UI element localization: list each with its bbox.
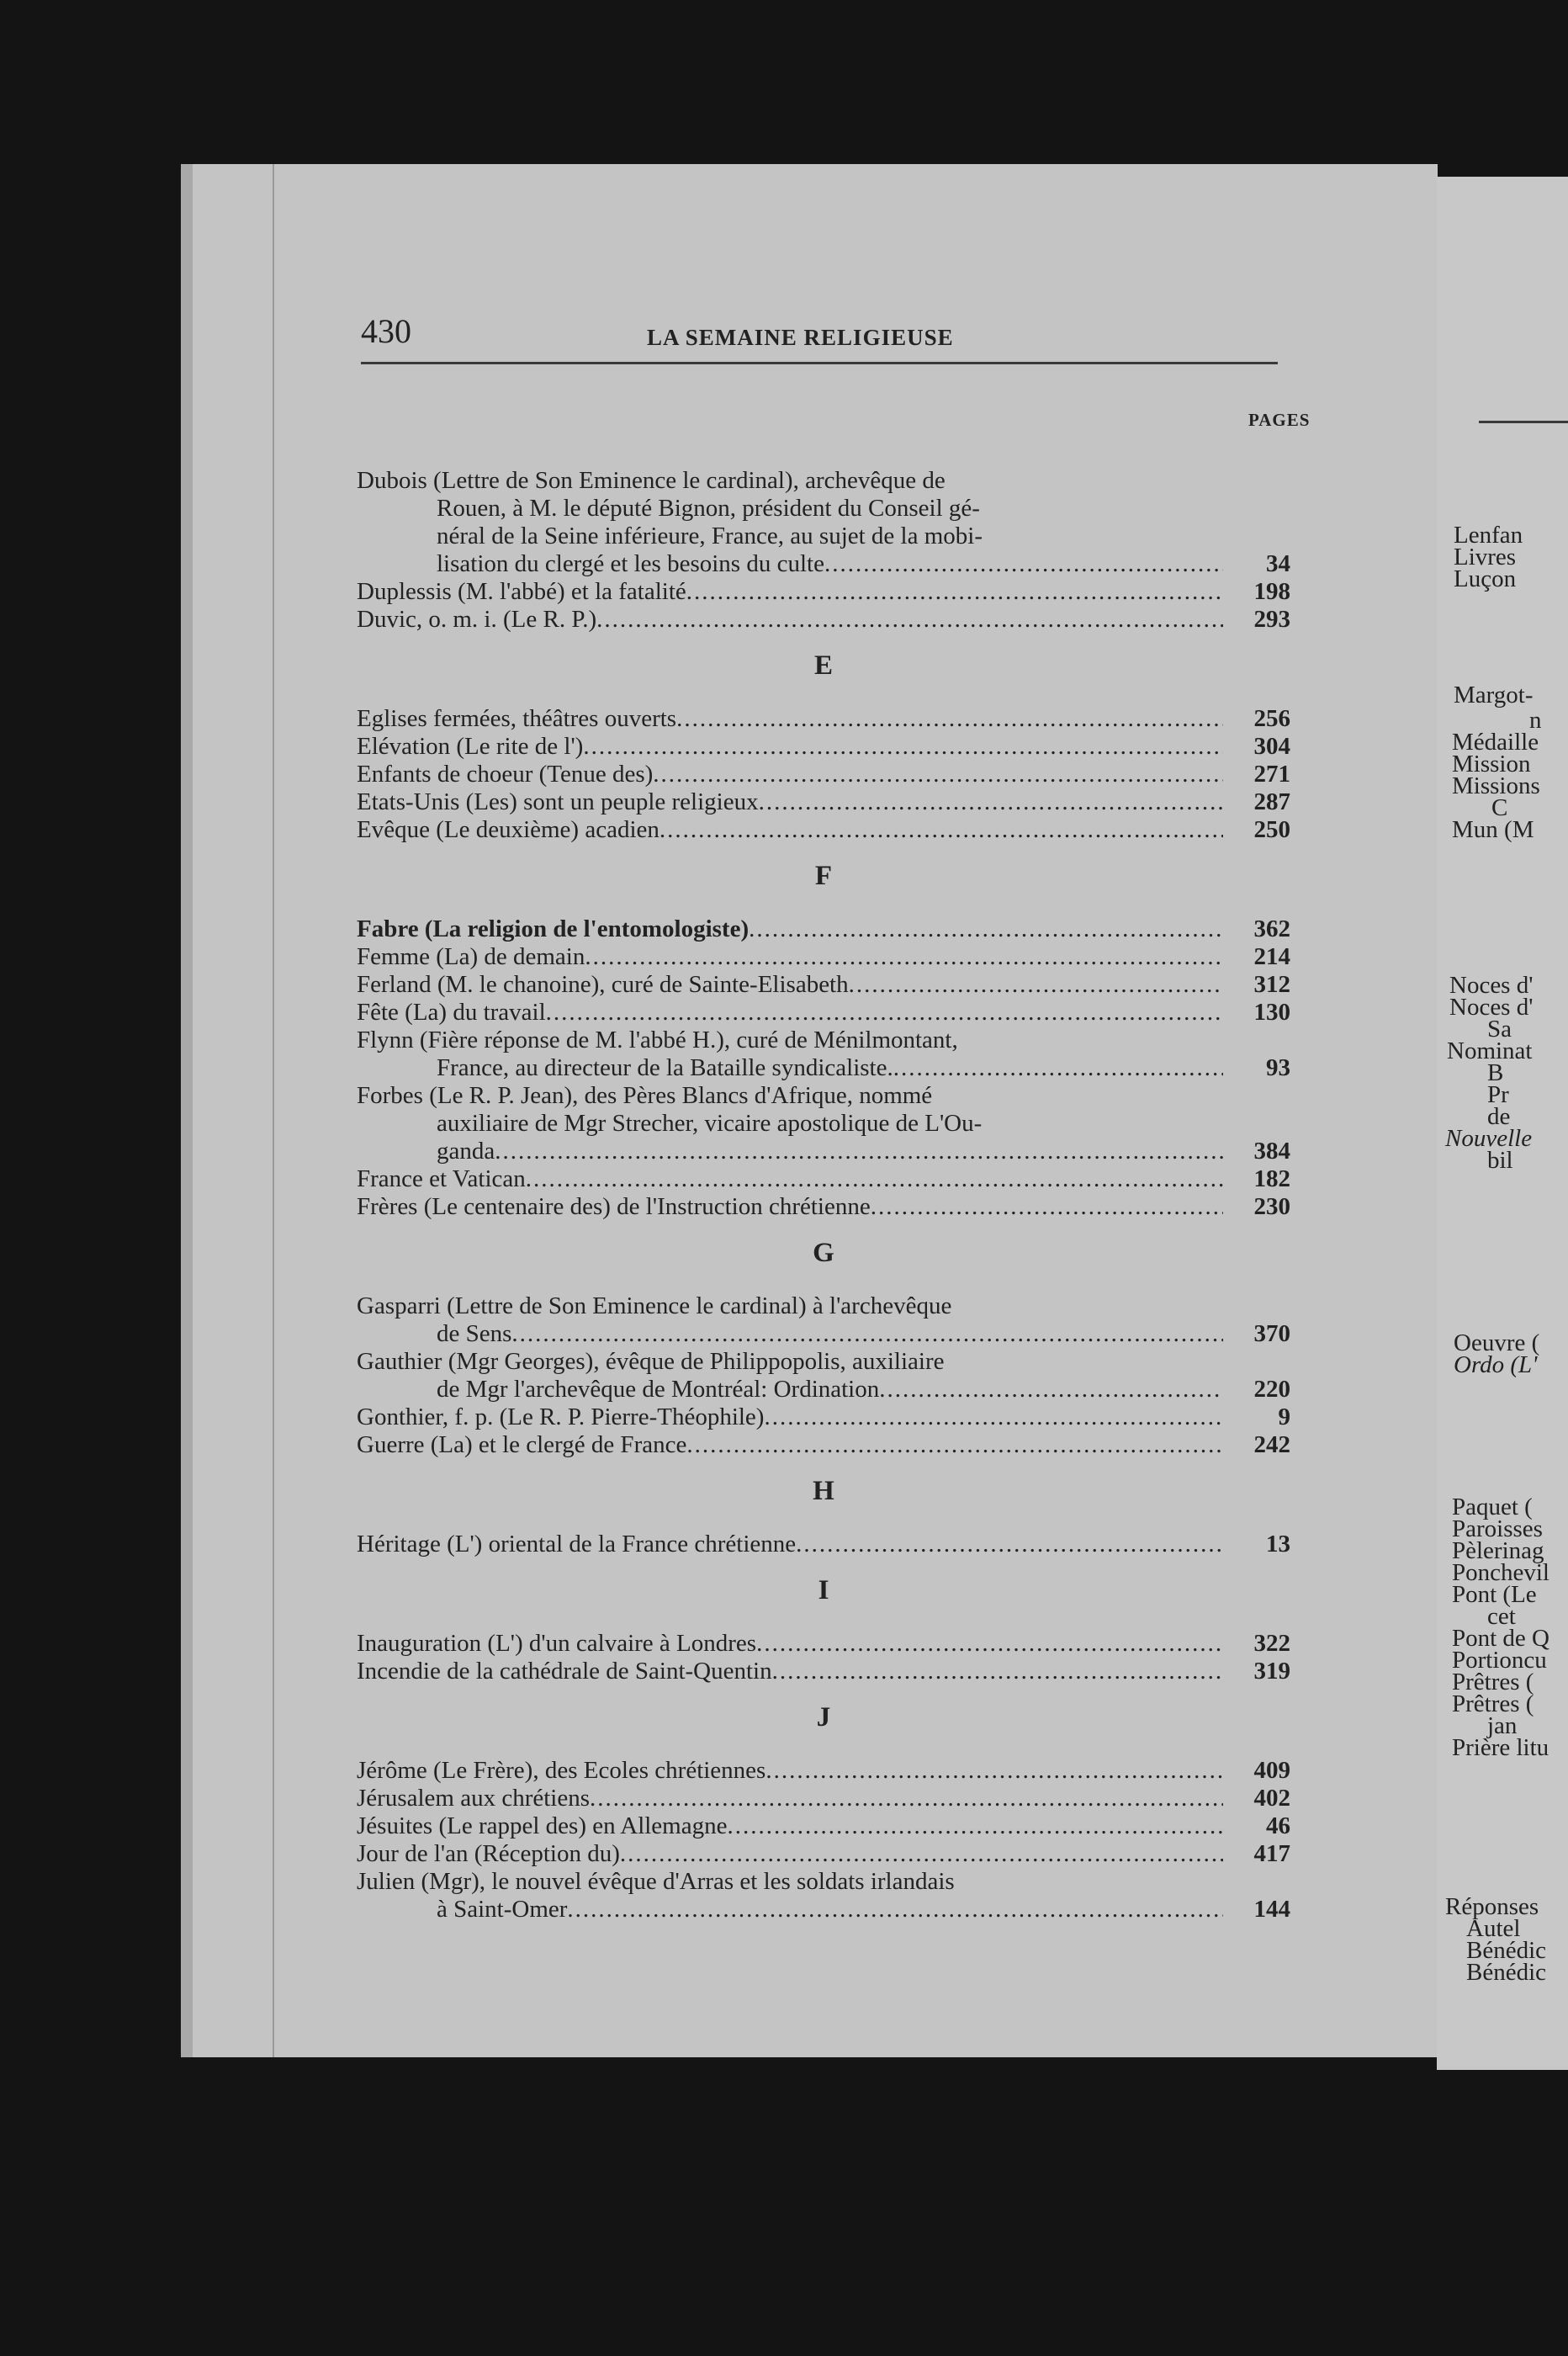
entry-page-number: 402 xyxy=(1253,1785,1290,1812)
right-page-text: Pr xyxy=(1487,1081,1509,1108)
entry-text: à Saint-Omer xyxy=(437,1896,568,1923)
right-page-header-rule xyxy=(1479,421,1568,423)
dot-leader xyxy=(590,1785,1223,1812)
dot-leader xyxy=(893,1054,1223,1082)
right-page-text: Portioncu xyxy=(1452,1647,1547,1674)
index-entry xyxy=(357,1193,1290,1221)
index-entry xyxy=(357,943,1290,971)
entry-page-number: 409 xyxy=(1253,1757,1290,1784)
entry-text: Rouen, à M. le député Bignon, président du Conseil gé- xyxy=(437,495,980,522)
entry-page-number: 417 xyxy=(1253,1840,1290,1867)
entry-page-number: 9 xyxy=(1278,1404,1290,1430)
dot-leader xyxy=(526,1165,1223,1193)
dot-leader xyxy=(764,1404,1223,1431)
entry-text: France et Vatican xyxy=(357,1165,526,1192)
entry-text: Frères (Le centenaire des) de l'Instruction chrétienne xyxy=(357,1193,871,1220)
index-entry xyxy=(357,467,1290,578)
entry-text: Ferland (M. le chanoine), curé de Sainte-Elisabeth xyxy=(357,971,849,998)
right-page-text: Livres xyxy=(1454,544,1517,570)
section-letter: G xyxy=(813,1238,834,1268)
index-entry xyxy=(357,971,1290,999)
running-title: LA SEMAINE RELIGIEUSE xyxy=(647,325,954,350)
right-page-text: Mission xyxy=(1452,751,1531,777)
index-entry xyxy=(357,1431,1290,1459)
index-entry xyxy=(357,606,1290,634)
entry-page-number: 370 xyxy=(1253,1320,1290,1347)
right-page-text: Paquet ( xyxy=(1452,1494,1533,1520)
entry-page-number: 322 xyxy=(1253,1630,1290,1657)
dot-leader xyxy=(495,1138,1223,1165)
entry-page-number: 144 xyxy=(1253,1896,1290,1923)
entry-text: Incendie de la cathédrale de Saint-Quentin xyxy=(357,1658,772,1685)
right-page-text: Luçon xyxy=(1454,565,1517,592)
index-body xyxy=(357,467,1290,1924)
entry-text: Eglises fermées, théâtres ouverts xyxy=(357,705,677,732)
pages-column-label: PAGES xyxy=(1248,410,1311,430)
index-entry xyxy=(357,1658,1290,1685)
right-page-text: Bénédic xyxy=(1466,1959,1547,1986)
section-letter: F xyxy=(814,861,833,891)
right-page-text: Réponses xyxy=(1445,1893,1539,1920)
entry-text: Fabre (La religion de l'entomologiste) xyxy=(357,915,750,942)
dot-leader xyxy=(686,1431,1223,1459)
entry-page-number: 198 xyxy=(1253,578,1290,605)
entry-page-number: 312 xyxy=(1253,971,1290,998)
index-entry xyxy=(357,1027,1290,1082)
index-entry xyxy=(357,1630,1290,1658)
entry-page-number: 271 xyxy=(1253,761,1290,788)
entry-page-number: 256 xyxy=(1253,705,1290,732)
index-entry xyxy=(357,578,1290,606)
entry-text: Duplessis (M. l'abbé) et la fatalité xyxy=(357,578,686,605)
entry-page-number: 230 xyxy=(1253,1193,1290,1220)
right-page-text: Ponchevil xyxy=(1452,1559,1549,1586)
dot-leader xyxy=(727,1812,1223,1840)
entry-text: de Mgr l'archevêque de Montréal: Ordination xyxy=(437,1376,880,1403)
left-page xyxy=(181,164,1438,2057)
entry-text: lisation du clergé et les besoins du culte xyxy=(437,550,824,577)
dot-leader xyxy=(596,606,1223,634)
index-entry xyxy=(357,1082,1290,1165)
index-entry xyxy=(357,1868,1290,1924)
section-letter: I xyxy=(818,1575,829,1605)
index-entry xyxy=(357,1757,1290,1785)
entry-page-number: 287 xyxy=(1253,788,1290,815)
right-page-text: bil xyxy=(1487,1147,1513,1174)
right-page-text: Pont (Le xyxy=(1452,1581,1537,1608)
dot-leader xyxy=(585,943,1223,971)
entry-text: Etats-Unis (Les) sont un peuple religieux xyxy=(357,788,759,815)
entry-text: Duvic, o. m. i. (Le R. P.) xyxy=(357,606,597,633)
page-number: 430 xyxy=(361,312,411,350)
entry-text: Gonthier, f. p. (Le R. P. Pierre-Théophile) xyxy=(357,1404,765,1430)
index-section xyxy=(357,1577,1290,1685)
section-letter: J xyxy=(816,1702,831,1733)
dot-leader xyxy=(849,971,1223,999)
section-letter: H xyxy=(813,1476,834,1506)
entry-page-number: 46 xyxy=(1266,1812,1290,1839)
dot-leader xyxy=(749,915,1223,943)
entry-text: ganda xyxy=(437,1138,495,1165)
right-page-text: Prêtres ( xyxy=(1452,1690,1534,1717)
dot-leader xyxy=(756,1630,1223,1658)
entry-text: Flynn (Fière réponse de M. l'abbé H.), curé de Ménilmontant, xyxy=(357,1027,958,1053)
entry-page-number: 362 xyxy=(1253,915,1290,942)
right-page-text: Nominat xyxy=(1447,1037,1533,1064)
entry-text: Julien (Mgr), le nouvel évêque d'Arras et les soldats irlandais xyxy=(357,1868,955,1895)
entry-page-number: 384 xyxy=(1253,1138,1290,1165)
section-letter: E xyxy=(813,650,833,681)
index-section xyxy=(357,1239,1290,1459)
entry-page-number: 250 xyxy=(1253,816,1290,843)
entry-text: Elévation (Le rite de l') xyxy=(357,733,584,760)
right-page-text: B xyxy=(1487,1059,1504,1086)
index-section xyxy=(357,862,1290,1221)
dot-leader xyxy=(772,1658,1223,1685)
entry-page-number: 93 xyxy=(1266,1054,1290,1081)
dot-leader xyxy=(765,1757,1223,1785)
entry-text: Jérusalem aux chrétiens xyxy=(357,1785,591,1812)
entry-text: Guerre (La) et le clergé de France xyxy=(357,1431,687,1458)
dot-leader xyxy=(620,1840,1223,1868)
entry-page-number: 293 xyxy=(1253,606,1290,633)
right-page-text: Prière litu xyxy=(1452,1734,1549,1761)
index-entry xyxy=(357,788,1290,816)
entry-text: néral de la Seine inférieure, France, au sujet de la mobi- xyxy=(437,523,983,549)
entry-text: Gauthier (Mgr Georges), évêque de Philippopolis, auxiliaire xyxy=(357,1348,945,1375)
index-entry xyxy=(357,1292,1290,1348)
entry-text: Enfants de choeur (Tenue des) xyxy=(357,761,654,788)
dot-leader xyxy=(583,733,1223,761)
right-page-text: n xyxy=(1529,707,1542,734)
index-entry xyxy=(357,1404,1290,1431)
right-page-text: Prêtres ( xyxy=(1452,1669,1534,1695)
entry-page-number: 13 xyxy=(1266,1531,1290,1557)
entry-page-number: 319 xyxy=(1253,1658,1290,1685)
right-page-text: Bénédic xyxy=(1466,1937,1547,1964)
index-entry xyxy=(357,915,1290,943)
entry-text: France, au directeur de la Bataille syndicaliste. xyxy=(437,1054,893,1081)
entry-page-number: 182 xyxy=(1253,1165,1290,1192)
right-page-text: Margot- xyxy=(1454,682,1534,708)
entry-text: Fête (La) du travail xyxy=(357,999,546,1026)
dot-leader xyxy=(546,999,1223,1027)
entry-page-number: 34 xyxy=(1266,550,1290,577)
right-page-text: jan xyxy=(1487,1712,1518,1739)
entry-text: Inauguration (L') d'un calvaire à Londres xyxy=(357,1630,757,1657)
right-page-text: Noces d' xyxy=(1449,994,1534,1021)
right-page-text: Nouvelle xyxy=(1445,1125,1533,1152)
entry-text: de Sens xyxy=(437,1320,512,1347)
index-section xyxy=(357,1478,1290,1558)
right-page-text: C xyxy=(1491,794,1508,821)
entry-text: Jour de l'an (Réception du) xyxy=(357,1840,620,1867)
entry-text: Jésuites (Le rappel des) en Allemagne xyxy=(357,1812,728,1839)
index-entry xyxy=(357,816,1290,844)
right-page-text: Autel xyxy=(1466,1915,1521,1942)
entry-page-number: 242 xyxy=(1253,1431,1290,1458)
dot-leader xyxy=(660,816,1223,844)
right-page-text: Ordo (L' xyxy=(1454,1351,1538,1378)
right-page-text: Noces d' xyxy=(1449,972,1534,999)
entry-text: Gasparri (Lettre de Son Eminence le cardinal) à l'archevêque xyxy=(357,1292,952,1319)
index-section xyxy=(357,652,1290,844)
dot-leader xyxy=(511,1320,1223,1348)
index-entry xyxy=(357,1348,1290,1404)
entry-page-number: 214 xyxy=(1253,943,1290,970)
dot-leader xyxy=(653,761,1223,788)
dot-leader xyxy=(824,550,1223,578)
index-section xyxy=(357,1704,1290,1924)
entry-text: Héritage (L') oriental de la France chrétienne xyxy=(357,1531,797,1557)
index-section xyxy=(357,467,1290,634)
right-page-text: Mun (M xyxy=(1452,816,1534,843)
entry-text: Evêque (Le deuxième) acadien xyxy=(357,816,660,843)
dot-leader xyxy=(686,578,1223,606)
entry-text: Dubois (Lettre de Son Eminence le cardinal), archevêque de xyxy=(357,467,946,494)
index-entry xyxy=(357,705,1290,733)
right-page-text: Pont de Q xyxy=(1452,1625,1549,1652)
index-entry xyxy=(357,1785,1290,1812)
right-page-text: Lenfan xyxy=(1454,522,1523,549)
entry-page-number: 130 xyxy=(1253,999,1290,1026)
index-entry xyxy=(357,999,1290,1027)
dot-leader xyxy=(676,705,1223,733)
index-entry xyxy=(357,1165,1290,1193)
entry-text: auxiliaire de Mgr Strecher, vicaire apostolique de L'Ou- xyxy=(437,1110,983,1137)
index-entry xyxy=(357,1840,1290,1868)
index-entry xyxy=(357,733,1290,761)
right-page-fragment xyxy=(1437,177,1568,2070)
right-page-text: Sa xyxy=(1487,1016,1512,1043)
right-page-text: Missions xyxy=(1452,772,1540,799)
dot-leader xyxy=(879,1376,1223,1404)
right-page-text: Paroisses xyxy=(1452,1515,1543,1542)
entry-page-number: 304 xyxy=(1253,733,1290,760)
index-entry xyxy=(357,1812,1290,1840)
dot-leader xyxy=(567,1896,1223,1924)
dot-leader xyxy=(796,1531,1223,1558)
right-page-text: Pèlerinag xyxy=(1452,1537,1544,1564)
dot-leader xyxy=(871,1193,1223,1221)
index-entry xyxy=(357,1531,1290,1558)
page-header xyxy=(361,311,1278,364)
entry-text: Forbes (Le R. P. Jean), des Pères Blancs d'Afrique, nommé xyxy=(357,1082,933,1109)
right-page-text: de xyxy=(1487,1103,1511,1130)
index-entry xyxy=(357,761,1290,788)
right-page-text: cet xyxy=(1487,1603,1516,1630)
entry-text: Femme (La) de demain xyxy=(357,943,585,970)
right-page-text: Oeuvre ( xyxy=(1454,1329,1540,1356)
dot-leader xyxy=(759,788,1223,816)
right-page-text: Médaille xyxy=(1452,729,1539,756)
entry-page-number: 220 xyxy=(1253,1376,1290,1403)
entry-text: Jérôme (Le Frère), des Ecoles chrétiennes xyxy=(357,1757,766,1784)
